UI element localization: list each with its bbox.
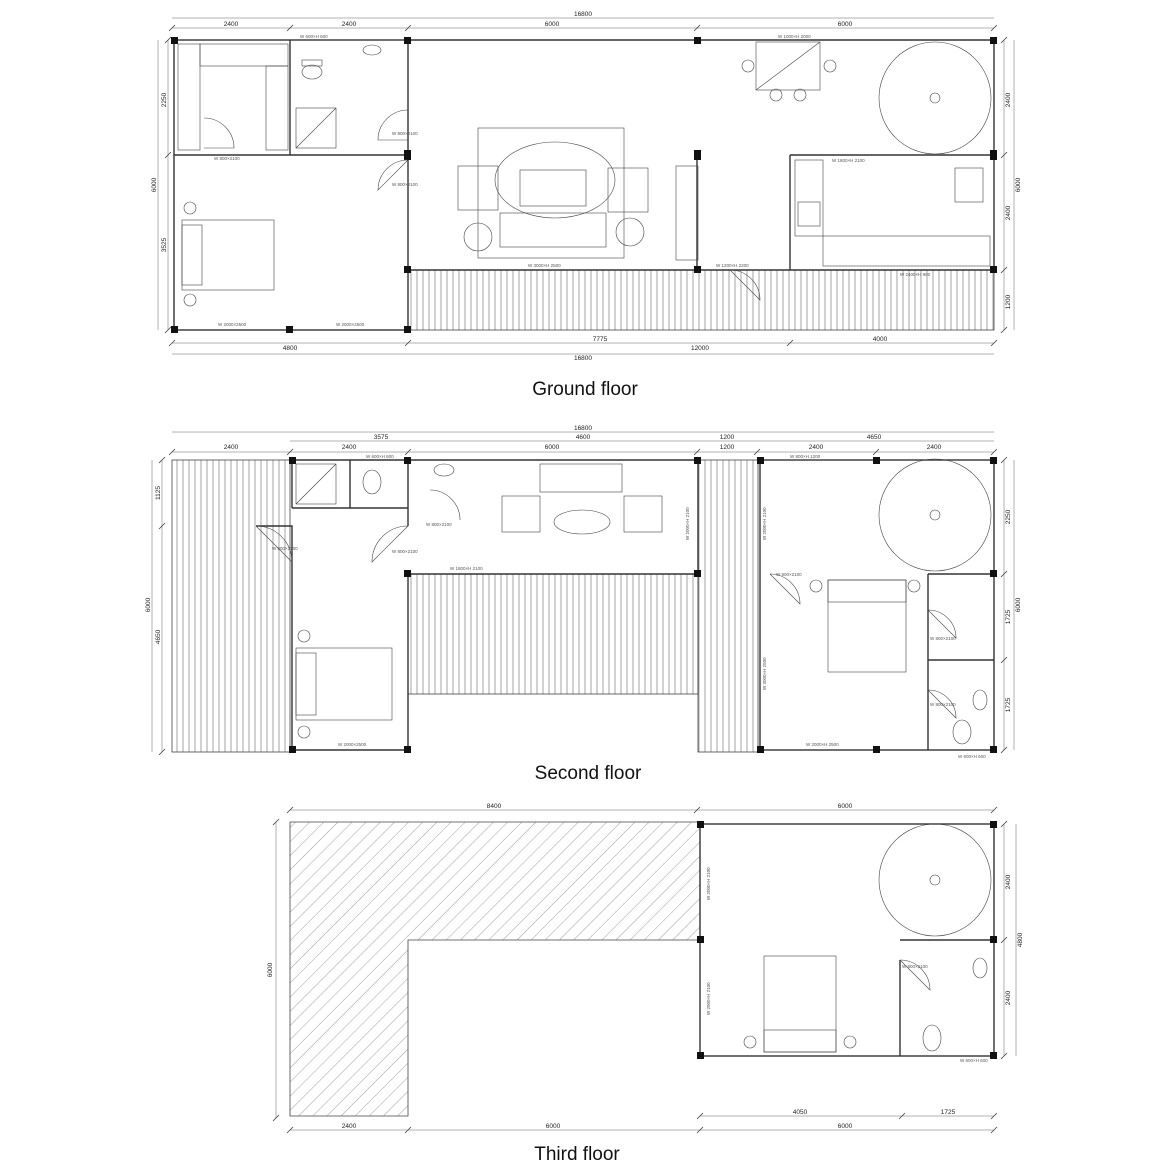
ground-note: W 800×2100 bbox=[214, 156, 240, 161]
ground-note: W 3000×H 2500 bbox=[528, 263, 561, 268]
third-walls bbox=[700, 824, 994, 1056]
ground-floor-caption: Ground floor bbox=[532, 379, 638, 400]
second-dim: 3575 bbox=[373, 434, 389, 441]
ground-floor-plan bbox=[151, 11, 1022, 400]
second-left-deck bbox=[172, 460, 290, 752]
ground-dim: 12000 bbox=[690, 345, 710, 352]
second-note: W 2000×H 2100 bbox=[685, 507, 690, 540]
second-dim: 2400 bbox=[926, 444, 942, 451]
ground-dim: 7775 bbox=[592, 336, 608, 343]
ground-dim: 6000 bbox=[544, 21, 560, 28]
ground-deck bbox=[408, 270, 994, 330]
second-dim: 6000 bbox=[145, 597, 152, 613]
second-dim: 2250 bbox=[1005, 509, 1012, 525]
ground-note: W 600×H 600 bbox=[300, 34, 328, 39]
third-opening-notes bbox=[706, 867, 988, 1063]
second-dim: 6000 bbox=[1015, 597, 1022, 613]
second-note: W 800×2100 bbox=[392, 549, 418, 554]
second-dim: 2400 bbox=[808, 444, 824, 451]
third-floor-plan bbox=[267, 803, 1024, 1165]
ground-dim: 2250 bbox=[161, 92, 168, 108]
second-note: W 800×2100 bbox=[272, 546, 298, 551]
third-note: W 2000×H 2100 bbox=[706, 867, 711, 900]
third-furniture bbox=[744, 824, 991, 1052]
ground-dim: 4800 bbox=[282, 345, 298, 352]
ground-dim: 2400 bbox=[341, 21, 357, 28]
ground-dim: 4000 bbox=[872, 336, 888, 343]
second-note: W 2000×H 2100 bbox=[762, 507, 767, 540]
third-dim: 4800 bbox=[1017, 932, 1024, 948]
third-note: W 600×H 600 bbox=[960, 1058, 988, 1063]
ground-dim: 1200 bbox=[1005, 294, 1012, 310]
second-connector-deck bbox=[698, 460, 758, 752]
third-dim: 8400 bbox=[486, 803, 502, 810]
second-dim: 2400 bbox=[341, 444, 357, 451]
second-note: W 800×2100 bbox=[930, 636, 956, 641]
ground-note: W 1200×H 2200 bbox=[716, 263, 749, 268]
ground-dim: 6000 bbox=[1015, 177, 1022, 193]
third-dim: 6000 bbox=[267, 962, 274, 978]
ground-top-dimensions bbox=[169, 11, 997, 31]
second-note: W 2000×H 2500 bbox=[806, 742, 839, 747]
ground-bottom-dimensions bbox=[169, 336, 997, 362]
second-left-dimensions bbox=[145, 457, 165, 755]
second-floor-caption: Second floor bbox=[534, 763, 642, 784]
ground-dim: 2400 bbox=[1005, 92, 1012, 108]
second-dim: 1725 bbox=[1005, 697, 1012, 713]
ground-note: W 1800×H 2100 bbox=[832, 158, 865, 163]
second-dim: 1725 bbox=[1005, 609, 1012, 625]
third-roof-terrace bbox=[290, 822, 700, 1116]
second-note: W 3000×H 2500 bbox=[762, 657, 767, 690]
ground-note: W 2000×2500 bbox=[218, 322, 247, 327]
second-note: W 600×H 600 bbox=[366, 454, 394, 459]
third-floor-caption: Third floor bbox=[534, 1144, 620, 1165]
ground-note: W 800×2100 bbox=[392, 131, 418, 136]
second-dim: 1125 bbox=[155, 486, 162, 500]
ground-left-dimensions bbox=[151, 37, 171, 333]
ground-bottom-total: 16800 bbox=[573, 355, 593, 362]
third-dim: 1725 bbox=[940, 1109, 956, 1116]
second-dim: 2400 bbox=[223, 444, 239, 451]
ground-dim: 6000 bbox=[837, 21, 853, 28]
third-left-dimensions bbox=[267, 819, 279, 1121]
ground-top-total: 16800 bbox=[573, 11, 593, 18]
third-dim: 2400 bbox=[1005, 990, 1012, 1006]
ground-right-dimensions bbox=[1001, 37, 1022, 333]
ground-dim: 3525 bbox=[161, 237, 168, 253]
second-center-deck bbox=[408, 574, 698, 694]
second-top-dimensions bbox=[169, 425, 997, 455]
third-note: W 2000×H 2100 bbox=[706, 982, 711, 1015]
ground-note: W 2400×H 900 bbox=[900, 272, 931, 277]
second-right-dimensions bbox=[1001, 457, 1022, 753]
second-note: W 600×H 600 bbox=[958, 754, 986, 759]
ground-note: W 2000×2500 bbox=[336, 322, 365, 327]
second-floor-plan bbox=[145, 425, 1022, 784]
third-top-dimensions bbox=[287, 803, 997, 813]
third-right-dimensions bbox=[1001, 821, 1024, 1059]
third-dim: 4050 bbox=[792, 1109, 808, 1116]
third-note: W 800×2100 bbox=[902, 964, 928, 969]
third-dim: 2400 bbox=[341, 1123, 357, 1130]
second-note: W 2000×2500 bbox=[338, 742, 367, 747]
second-note: W 800×2100 bbox=[930, 702, 956, 707]
ground-dim: 2400 bbox=[223, 21, 239, 28]
ground-note: W 800×2100 bbox=[392, 182, 418, 187]
third-dim: 6000 bbox=[837, 803, 853, 810]
ground-dim: 6000 bbox=[151, 177, 158, 193]
second-dim: 4650 bbox=[155, 629, 162, 645]
second-dim: 6000 bbox=[544, 444, 560, 451]
second-note: W 800×2100 bbox=[776, 572, 802, 577]
third-dim: 6000 bbox=[545, 1123, 561, 1130]
third-dim: 2400 bbox=[1005, 874, 1012, 890]
third-dim: 6000 bbox=[837, 1123, 853, 1130]
ground-dim: 2400 bbox=[1005, 205, 1012, 221]
second-note: W 1800×H 2100 bbox=[450, 566, 483, 571]
second-note: W 800×2100 bbox=[426, 522, 452, 527]
ground-furniture bbox=[178, 42, 991, 306]
ground-note: W 1000×H 2000 bbox=[778, 34, 811, 39]
second-dim: 1200 bbox=[719, 444, 735, 451]
second-dim: 4600 bbox=[575, 434, 591, 441]
second-note: W 800×H 1200 bbox=[790, 454, 821, 459]
second-dim: 1200 bbox=[719, 434, 735, 441]
second-top-total: 16800 bbox=[573, 425, 593, 432]
second-dim: 4650 bbox=[866, 434, 882, 441]
